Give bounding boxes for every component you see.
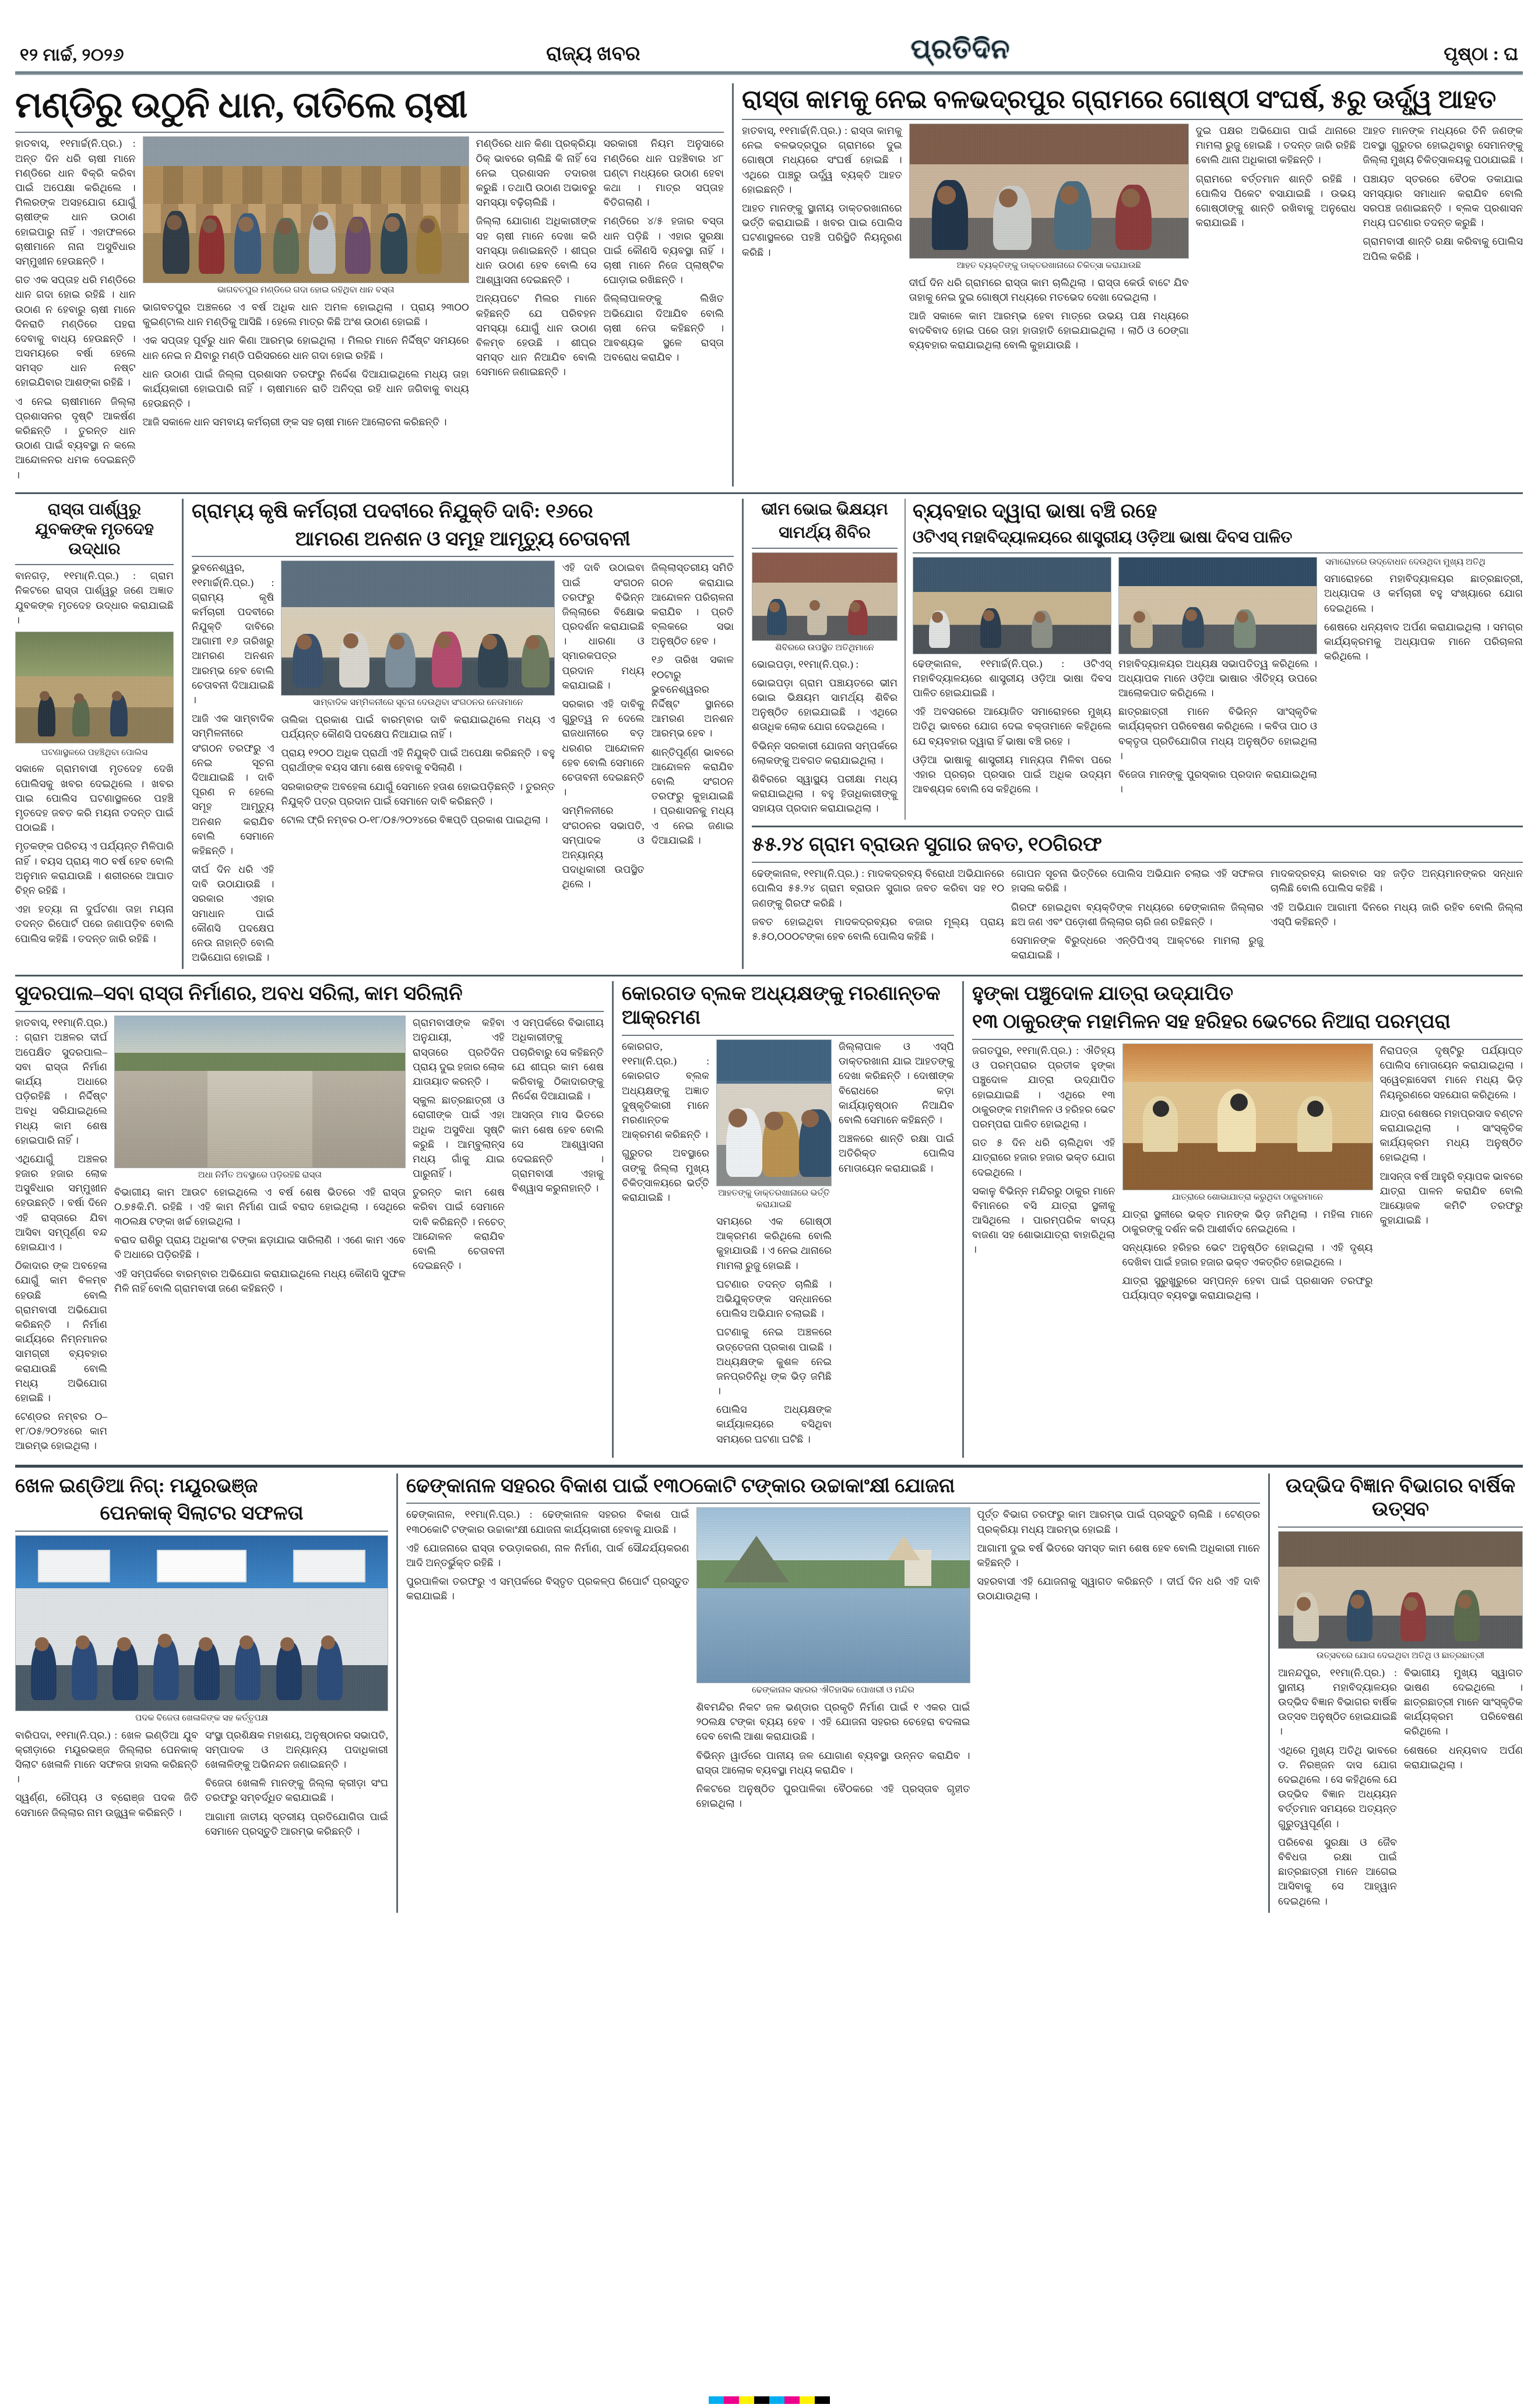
paragraph: ପୁରପାଳିକା ତରଫରୁ ଏ ସମ୍ପର୍କରେ ବିସ୍ତୃତ ପ୍ରକଳ୍ପ ରିପୋର୍ଟ ପ୍ରସ୍ତୁତ କରାଯାଇଛି । [406,1575,689,1602]
paragraph: ଗିରଫ ହୋଇଥିବା ବ୍ୟକ୍ତିଙ୍କ ମଧ୍ୟରେ ଢେଙ୍କାନାଳ ଜିଲ୍ଲାର ଛଅ ଜଣ ଏବଂ ପଡ଼ୋଶୀ ଜିଲ୍ଲାର ଚାରି ଜଣ ରହିଛନ୍ତି । [1011,901,1264,928]
paragraph: ସ୍କୁଲ ଛାତ୍ରଛାତ୍ରୀ ଓ ରୋଗୀଙ୍କ ପାଇଁ ଏହା ଅଧିକ ଅସୁବିଧା ସୃଷ୍ଟି କରୁଛି । ଆମ୍ବୁଲାନ୍ସ ମଧ୍ୟ ଗାଁକୁ ଯାଇ ପାରୁନାହିଁ । [413,1094,505,1180]
column-2-with-photo [696,1507,970,1815]
story-khelo-india [15,1473,388,1913]
photo-medal-winners [15,1535,388,1711]
photo-caption: ଆହତ ବ୍ୟକ୍ତିଙ୍କୁ ଡାକ୍ତରଖାନାରେ ଚିକିତ୍ସା କରାଯାଉଛି [956,261,1141,271]
photo-hospital-treatment [716,1039,832,1186]
headline-bhima-bhoi-1: ଭୀମ ଭୋଇ ଭିକ୍ଷୟମ [761,500,888,519]
divider [15,132,724,133]
page-number-label: ପୃଷ୍ଠା : ଘ [1444,43,1518,64]
paragraph: ସ୍ୱର୍ଣ୍ଣ, ରୌପ୍ୟ ଓ ବ୍ରୋଞ୍ଜ ପଦକ ଜିତି ସେମାନେ ଜିଲ୍ଲାର ନାମ ଉଜ୍ଜ୍ୱଳ କରିଛନ୍ତି । [15,1792,198,1818]
story-columns [622,1039,954,1451]
column-2-with-photo [909,124,1189,357]
paragraph: ଧାନ ଉଠାଣ ପାଇଁ ଜିଲ୍ଲା ପ୍ରଶାସନ ତରଫରୁ ନିର୍ଦ୍ଦେଶ ଦିଆଯାଇଥିଲେ ମଧ୍ୟ ତାହା କାର୍ଯ୍ୟକାରୀ ହୋଇପାରି ନାହିଁ । ଚାଷୀମାନେ ରାତି ଅନିଦ୍ରା ରହି ଧାନ ଜଗିବାକୁ ବାଧ୍ୟ ହେଉଛନ୍ତି । [142,368,469,410]
paragraph: ଏହି ଦାବି ଉଠାଇବା ପାଇଁ ସଂଗଠନ ତରଫରୁ ବିଭିନ୍ନ ଜିଲ୍ଲାରେ ବିକ୍ଷୋଭ ପ୍ରଦର୍ଶନ କରାଯାଇଛି । ଧାରଣା ଓ ସ୍ମାରକପତ୍ର ପ୍ରଦାନ ମଧ୍ୟ କରାଯାଇଛି । [562,562,645,691]
story-botany-annual [1278,1473,1523,1913]
paragraph: ସକାଳେ ଗ୍ରାମବାସୀ ମୃତଦେହ ଦେଖି ପୋଲିସକୁ ଖବର ଦେଇଥିଲେ । ଖବର ପାଇ ପୋଲିସ ଘଟଣାସ୍ଥଳରେ ପହଞ୍ଚି ମୃତଦେହ ଜବତ କରି ମୟନା ତଦନ୍ତ ପାଇଁ ପଠାଇଛି । [15,763,174,834]
column-1 [972,1043,1115,1307]
photo-paddy-mandi [143,136,469,283]
paragraph: ନିରାପତ୍ତା ଦୃଷ୍ଟିରୁ ପର୍ଯ୍ୟାପ୍ତ ପୋଲିସ ମୋତାୟେନ କରାଯାଇଥିଲା । ସ୍ୱେଚ୍ଛାସେବୀ ମାନେ ମଧ୍ୟ ଭିଡ଼ ନିୟନ୍ତ୍ରଣରେ ସହଯୋଗ କରିଥିଲେ । [1379,1045,1523,1101]
headline-road-construction: ସୁଦରପାଲ–ସବା ରାସ୍ତା ନିର୍ମାଣର, ଅବଧ ସରିଲା, କାମ ସରିଲାନି [15,983,463,1005]
paragraph: ଜଗତପୁର, ୧୧ମା(ନି.ପ୍ର.) : ଐତିହ୍ୟ ଓ ପରମ୍ପରାର ପ୍ରତୀକ ହୁଙ୍କା ପଞ୍ଚୁଦୋଳ ଯାତ୍ରା ଉଦ୍‌ଯାପିତ ହୋଇଯାଇଛି । ଏଥିରେ ୧୩ ଠାକୁରଙ୍କ ମହାମିଳନ ଓ ହରିହର ଭେଟ ପରମ୍ପରା ପାଳିତ ହୋଇଥିଲା । [972,1045,1115,1130]
column-1 [15,1016,107,1457]
photo-press-conference [281,560,555,696]
paragraph: ନିକଟରେ ଅନୁଷ୍ଠିତ ପୁରପାଳିକା ବୈଠକରେ ଏହି ପ୍ରସ୍ତାବ ଗୃହୀତ ହୋଇଥିଲା । [696,1782,970,1810]
paragraph: ଗ୍ରାମବାସୀ ଶାନ୍ତି ରକ୍ଷା କରିବାକୁ ପୋଲିସ ଅପିଲ କରିଛି । [1363,235,1523,262]
paragraph: ଆଗାମୀ ଜାତୀୟ ସ୍ତରୀୟ ପ୍ରତିଯୋଗିତା ପାଇଁ ସେମାନେ ପ୍ରସ୍ତୁତି ଆରମ୍ଭ କରିଛନ୍ତି । [205,1810,388,1837]
paragraph: ଘଟଣାର ତଦନ୍ତ ଚାଲିଛି । ଅଭିଯୁକ୍ତଙ୍କ ସନ୍ଧାନରେ ପୋଲିସ ଅଭିଯାନ ଚଲାଇଛି । [716,1278,832,1320]
paragraph: ବିଭାଗୀୟ କାମ ଆଉଟ ହୋଇଥିଲେ ଏ ବର୍ଷ ଶେଷ ଭିତରେ ଏହି ରାସ୍ତା ୦.୭୫କି.ମି. ରହିଛି । ଏହି କାମ ନିର୍ମାଣ ପାଇଁ ବରାଦ ହୋଇଥିଲା । ସେଥିରେ ୩୦ଲକ୍ଷ ଟଙ୍କା ଖର୍ଚ୍ଚ ହୋଇଥିଲା । [114,1186,406,1228]
column-rule [182,499,184,969]
registration-mark [724,2396,739,2404]
divider [752,862,1523,863]
headline-odia-day-2: ଓଟିଏସ୍ ମହାବିଦ୍ୟାଳୟରେ ଶାସ୍ତ୍ରୀୟ ଓଡ଼ିଆ ଭାଷା ଦିବସ ପାଳିତ [913,528,1293,547]
headline-block-chairman-attack: କୋରଗଡ ବ୍ଲକ ଅଧ୍ୟକ୍ଷଙ୍କୁ ମରଣାନ୍ତକ ଆକ୍ରମଣ [622,983,941,1029]
photo-caption: ଆହତଙ୍କୁ ଡାକ୍ତରଖାନାରେ ଭର୍ତ୍ତି କରାଯାଇଛି [718,1189,830,1210]
headline-agri-protest-2: ଆମରଣ ଅନଶନ ଓ ସମୂହ ଆମୃତ୍ୟୁ ଚେତାବନୀ [295,528,631,550]
paragraph: ଏକ ସପ୍ତାହ ପୂର୍ବରୁ ଧାନ କିଣା ଆରମ୍ଭ ହୋଇଥିଲା । ମିଲର ମାନେ ନିର୍ଦ୍ଦିଷ୍ଟ ସମୟରେ ଧାନ ନେଇ ନ ଯିବାରୁ ମଣ୍ଡି ପରିସରରେ ଧାନ ଗଦା ହୋଇ ରହିଛି । [142,334,469,361]
photo-caption: ସମାରୋହରେ ଉଦ୍‌ବୋଧନ ଦେଉଥିବା ମୁଖ୍ୟ ଅତିଥି [1325,557,1486,567]
story-columns [15,1016,604,1457]
column-4 [1363,124,1523,357]
paragraph: ବାନଗଡ଼, ୧୧ମା(ନି.ପ୍ର.) : ଗ୍ରାମ ନିକଟରେ ରାସ୍ତା ପାର୍ଶ୍ୱରୁ ଜଣେ ଅଜ୍ଞାତ ଯୁବକଙ୍କ ମୃତଦେହ ଉଦ୍ଧାର କରାଯାଇଛି । [15,570,174,626]
story-paddy-mandi [15,83,724,486]
paragraph: ଅଞ୍ଚଳରେ ଶାନ୍ତି ରକ୍ଷା ପାଇଁ ଅତିରିକ୍ତ ପୋଲିସ ମୋତାୟେନ କରାଯାଇଛି । [839,1133,954,1174]
column-3 [1380,1043,1523,1307]
story-columns [913,557,1523,801]
bottom-band [15,1473,1523,1913]
paragraph: ଗତ ୫ ଦିନ ଧରି ଚାଲିଥିବା ଏହି ଯାତ୍ରାରେ ହଜାର ହଜାର ଭକ୍ତ ଯୋଗ ଦେଇଥିଲେ । [972,1137,1115,1178]
paragraph: ଭୋଇପଡ଼ା ଗ୍ରାମ ପଞ୍ଚାୟତରେ ଭୀମ ଭୋଇ ଭିକ୍ଷୟମ ସାମର୍ଥ୍ୟ ଶିବିର ଅନୁଷ୍ଠିତ ହୋଇଯାଇଛି । ଏଥିରେ ଶତାଧିକ ଲୋକ ଯୋଗ ଦେଇଥିଲେ । [752,676,898,733]
headline-bhima-bhoi-2: ସାମର୍ଥ୍ୟ ଶିବିର [779,523,871,542]
section-divider [752,826,1523,827]
paragraph: ବିଭିନ୍ନ ସରକାରୀ ଯୋଜନା ସମ୍ପର୍କରେ ଲୋକଙ୍କୁ ଅବଗତ କରାଯାଇଥିଲା । [752,739,898,766]
registration-mark [800,2396,815,2404]
paragraph: ଏହି ସମ୍ପର୍କରେ ବାରମ୍ବାର ଅଭିଯୋଗ କରାଯାଇଥିଲେ ମଧ୍ୟ କୌଣସି ସୁଫଳ ମିଳି ନାହିଁ ବୋଲି ଗ୍ରାମବାସୀ ଜଣେ କହିଛନ୍ତି । [114,1267,406,1294]
headline-paddy-mandi: ମଣ୍ଡିରୁ ଉଠୁନି ଧାନ, ତାତିଲେ ଚାଷୀ [15,86,467,125]
registration-mark [784,2396,800,2404]
band-bhima-odia [752,499,1523,820]
paragraph: ଏ ନେଇ ଚାଷୀମାନେ ଜିଲ୍ଲା ପ୍ରଶାସନର ଦୃଷ୍ଟି ଆକର୍ଷଣ କରିଛନ୍ତି । ତୁରନ୍ତ ଧାନ ଉଠାଣ ପାଇଁ ବ୍ୟବସ୍ଥା ନ କଲେ ଆନ୍ଦୋଳନର ଧମକ ଦେଇଛନ୍ତି । [15,395,136,481]
story-columns [406,1507,1260,1815]
paragraph: ବରାଦ ରାଶିରୁ ପ୍ରାୟ ଅଧିକାଂଶ ଟଙ୍କା ଛଡ଼ାଯାଇ ସାରିଲାଣି । ଏଣେ କାମ ଏବେ ବି ଅଧାରେ ପଡ଼ିରହିଛି । [114,1234,406,1261]
story-road-construction [15,981,604,1457]
paragraph: ଭୁବନେଶ୍ୱର, ୧୧ମାର୍ଚ୍ଚ(ନି.ପ୍ର.) : ଗ୍ରାମ୍ୟ କୃଷି କର୍ମଚାରୀ ପଦବୀରେ ନିଯୁକ୍ତି ଦାବିରେ ଆଗାମୀ ୧୬ ତାରିଖରୁ ଆମରଣ ଅନଶନ ଆରମ୍ଭ ହେବ ବୋଲି ଚେତାବନୀ ଦିଆଯାଇଛି । [192,562,274,706]
paragraph: ଶାନ୍ତିପୂର୍ଣ୍ଣ ଭାବରେ ଆନ୍ଦୋଳନ କରାଯିବ ବୋଲି ସଂଗଠନ ତରଫରୁ କୁହାଯାଇଛି । ପ୍ରଶାସନକୁ ମଧ୍ୟ ଏ ନେଇ ଜଣାଇ ଦିଆଯାଇଛି । [651,746,734,846]
column-rule [742,499,744,969]
registration-mark [769,2396,784,2404]
issue-date: ୧୨ ମାର୍ଚ୍ଚ, ୨୦୨୬ [20,45,124,65]
photo-caption: ଅଧା ନିର୍ମିତ ଅବସ୍ଥାରେ ପଡ଼ିରହିଛି ରାସ୍ତା [198,1170,322,1180]
story-columns [972,1043,1523,1307]
paragraph: ଜବତ ହୋଇଥିବା ମାଦକଦ୍ରବ୍ୟର ବଜାର ମୂଲ୍ୟ ପ୍ରାୟ ୫.୫୦,୦୦୦ଟଙ୍କା ହେବ ବୋଲି ପୋଲିସ କହିଛି । [752,915,1004,942]
column-1 [742,124,902,357]
masthead [15,20,1523,68]
paragraph: ପୋଲିସ ଅଧ୍ୟକ୍ଷଙ୍କ କାର୍ଯ୍ୟାଳୟରେ ବସିଥିବା ସମୟରେ ଘଟଣା ଘଟିଛି । [716,1404,832,1445]
paragraph: ତାଲିକା ପ୍ରକାଶ ପାଇଁ ବାରମ୍ବାର ଦାବି କରାଯାଇଥିଲେ ମଧ୍ୟ ଏ ପର୍ଯ୍ୟନ୍ତ କୌଣସି ପଦକ୍ଷେପ ନିଆଯାଇ ନାହିଁ । [281,713,555,741]
paragraph: ଆହତ ମାନଙ୍କୁ ସ୍ଥାନୀୟ ଡାକ୍ତରଖାନାରେ ଭର୍ତ୍ତି କରାଯାଇଛି । ଖବର ପାଇ ପୋଲିସ ଘଟଣାସ୍ଥଳରେ ପହଞ୍ଚି ପରିସ୍ଥିତି ନିୟନ୍ତ୍ରଣ କରିଛି । [742,202,902,258]
second-band [15,499,1523,969]
column-4 [652,560,734,969]
paragraph: ଯାତ୍ରା ସୁରୁଖୁରୁରେ ସମ୍ପନ୍ନ ହେବା ପାଇଁ ପ୍ରଶାସନ ତରଫରୁ ପର୍ଯ୍ୟାପ୍ତ ବ୍ୟବସ୍ଥା କରାଯାଇଥିଲା । [1122,1275,1373,1302]
story-columns [742,124,1523,357]
paragraph: ଆନନ୍ଦପୁର, ୧୧ମା(ନି.ପ୍ର.) : ସ୍ଥାନୀୟ ମହାବିଦ୍ୟାଳୟର ଉଦ୍ଭିଦ ବିଜ୍ଞାନ ବିଭାଗର ବାର୍ଷିକ ଉତ୍ସବ ଅନୁଷ୍ଠିତ ହୋଇଯାଇଛି । [1278,1666,1397,1737]
divider [15,564,174,565]
photo-caption: ଘଟଣାସ୍ଥଳରେ ପହଞ୍ଚିଥିବା ପୋଲିସ [41,748,148,757]
divider [192,556,734,557]
column-rule [732,83,734,486]
paragraph: ସମ୍ମିଳନୀରେ ସଂଗଠନର ସଭାପତି, ସମ୍ପାଦକ ଓ ଅନ୍ୟାନ୍ୟ ପଦାଧିକାରୀ ଉପସ୍ଥିତ ଥିଲେ । [562,805,645,890]
paragraph: ଗୋପନ ସୂଚନା ଭିତ୍ତିରେ ପୋଲିସ ଅଭିଯାନ ଚଲାଇ ଏହି ସଫଳତା ହାସଲ କରିଛି । [1011,868,1264,894]
photo-caption: ଯାତ୍ରାରେ ଶୋଭାଯାତ୍ରା କରୁଥିବା ଠାକୁରମାନେ [1171,1193,1324,1202]
column-1 [406,1507,689,1815]
section-divider [15,492,1523,494]
paragraph: ଏଥିଯୋଗୁଁ ଅଞ୍ଚଳର ହଜାର ହଜାର ଲୋକ ଅସୁବିଧାର ସମ୍ମୁଖୀନ ହେଉଛନ୍ତି । ବର୍ଷା ଦିନେ ଏହି ରାସ୍ତାରେ ଯିବା ଆସିବା ସମ୍ପୂର୍ଣ୍ଣ ବନ୍ଦ ହୋଇଯାଏ । [15,1152,107,1253]
paragraph: ଶିବିରରେ ସ୍ୱାସ୍ଥ୍ୟ ପରୀକ୍ଷା ମଧ୍ୟ କରାଯାଇଥିଲା । ବହୁ ହିତାଧିକାରୀଙ୍କୁ ସହାୟତା ପ୍ରଦାନ କରାଯାଇଥିଲା । [752,773,898,815]
paragraph: ଗତ ଏକ ସପ୍ତାହ ଧରି ମଣ୍ଡିରେ ଧାନ ଗଦା ହୋଇ ରହିଛି । ଧାନ ଉଠାଣ ନ ହେବାରୁ ଚାଷୀ ମାନେ ଦିନରାତି ମଣ୍ଡିରେ ପହରା ଦେବାକୁ ବାଧ୍ୟ ହେଉଛନ୍ତି । ଅସମୟରେ ବର୍ଷା ହେଲେ ସମସ୍ତ ଧାନ ନଷ୍ଟ ହୋଇଯିବାର ଆଶଙ୍କା ରହିଛି । [15,274,136,389]
paragraph: ହାତବାସ୍, ୧୧ମାର୍ଚ୍ଚ(ନି.ପ୍ର.) : ଅନ୍ତ ଦିନ ଧରି ଚାଷୀ ମାନେ ମଣ୍ଡିରେ ଧାନ ବିକ୍ରି କରିବା ପାଇଁ ଅପେକ୍ଷା କରିଥିଲେ । ମିଲରଙ୍କ ଅସହଯୋଗ ଯୋଗୁଁ ଚାଷୀଙ୍କ ଧାନ ଉଠାଣ ହୋଇପାରୁ ନାହିଁ । ଏହାଫଳରେ ଚାଷୀମାନେ ନାନା ଅସୁବିଧାର ସମ୍ମୁଖୀନ ହେଉଛନ୍ତି । [15,138,136,267]
story-columns [192,560,734,969]
headline-dhenkanal-development: ଢେଙ୍କାନାଳ ସହରର ବିକାଶ ପାଇଁ ୧୩୦କୋଟି ଟଙ୍କାର ଉଚ୍ଚାକାଂକ୍ଷୀ ଯୋଜନା [406,1475,955,1497]
photo-caption: ସାମ୍ବାଦିକ ସମ୍ମିଳନୀରେ ସୂଚନା ଦେଉଥିବା ସଂଗଠନର ନେତାମାନେ [313,698,523,708]
story-odia-language-day [913,499,1523,820]
column-2-with-photo [114,1016,406,1457]
column-3 [1324,557,1523,801]
divider [913,552,1523,553]
masthead-rule [15,71,1523,75]
column-2 [1404,1666,1523,1913]
paragraph: ସରକାର ଏହି ଦାବିକୁ ଗୁରୁତ୍ୱ ନ ଦେଲେ ରାଜଧାନୀରେ ବଡ଼ ଧରଣର ଆନ୍ଦୋଳନ ହେବ ବୋଲି ସେମାନେ ଚେତାବନୀ ଦେଇଛନ୍ତି । [562,698,645,798]
column-rule [905,499,906,820]
photo-caption: ପଦକ ବିଜେତା ଖେଳାଳିଙ୍କ ସହ କର୍ତ୍ତୃପକ୍ଷ [135,1714,268,1723]
column-3 [1196,124,1356,357]
divider [406,1503,1260,1504]
photo-odia-day-audience [1118,557,1317,654]
paragraph: ପଞ୍ଚାୟତ ସ୍ତରରେ ବୈଠକ ଡକାଯାଇ ସମସ୍ୟାର ସମାଧାନ କରାଯିବ ବୋଲି ସରପଞ୍ଚ ଜଣାଇଛନ୍ତି । ବ୍ଲକ ପ୍ରଶାସନ ମଧ୍ୟ ଘଟଣାର ତଦନ୍ତ କରୁଛି । [1363,172,1523,229]
paragraph: ଠିକାଦାର ଙ୍କ ଅବହେଳା ଯୋଗୁଁ କାମ ବିଳମ୍ବ ହେଉଛି ବୋଲି ଗ୍ରାମବାସୀ ଅଭିଯୋଗ କରିଛନ୍ତି । ନିର୍ମାଣ କାର୍ଯ୍ୟରେ ନିମ୍ନମାନର ସାମଗ୍ରୀ ବ୍ୟବହାର କରାଯାଉଛି ବୋଲି ମଧ୍ୟ ଅଭିଯୋଗ ହୋଇଛି । [15,1260,107,1404]
headline-khelo-india-1: ଖେଳ ଇଣ୍ଡିଆ ନିଗ୍: ମୟୂରଭଞ୍ଜ [15,1475,258,1497]
paragraph: ଅନ୍ୟପଟେ ମିଲର ମାନେ କହିଛନ୍ତି ଯେ ପରିବହନ ସମସ୍ୟା ଯୋଗୁଁ ଧାନ ଉଠାଣ ବିଳମ୍ବ ହେଉଛି । ଶୀଘ୍ର ସମସ୍ତ ଧାନ ନିଆଯିବ ବୋଲି ସେମାନେ ଜଣାଇଛନ୍ତି । [476,292,597,378]
story-village-clash [742,83,1523,486]
story-columns [1278,1666,1523,1913]
story-dhenkanal-development [406,1473,1260,1913]
headline-odia-day-1: ବ୍ୟବହାର ଦ୍ୱାରା ଭାଷା ବଞ୍ଚି ରହେ [913,500,1157,522]
paragraph: ଆସନ୍ତା ବର୍ଷ ଆହୁରି ବ୍ୟାପକ ଭାବରେ ଯାତ୍ରା ପାଳନ କରାଯିବ ବୋଲି ଆୟୋଜକ କମିଟି ତରଫରୁ କୁହାଯାଇଛି । [1379,1170,1523,1226]
paragraph: ପୂର୍ତ୍ତ ବିଭାଗ ତରଫରୁ କାମ ଆରମ୍ଭ ପାଇଁ ପ୍ରସ୍ତୁତି ଚାଲିଛି । ଟେଣ୍ଡର ପ୍ରକ୍ରିୟା ମଧ୍ୟ ଆରମ୍ଭ ହୋଇଛି । [977,1508,1260,1535]
paragraph: ଛାତ୍ରଛାତ୍ରୀ ମାନେ ବିଭିନ୍ନ ସାଂସ୍କୃତିକ କାର୍ଯ୍ୟକ୍ରମ ପରିବେଷଣ କରିଥିଲେ । କବିତା ପାଠ ଓ ବକ୍ତୃତା ପ୍ରତିଯୋଗିତା ମଧ୍ୟ ଅନୁଷ୍ଠିତ ହୋଇଥିଲା । [1118,706,1317,761]
column-rule [396,1473,398,1913]
paragraph: ଯାତ୍ରା ସ୍ଥଳୀରେ ଭକ୍ତ ମାନଙ୍କ ଭିଡ଼ ଜମିଥିଲା । ମହିଳା ମାନେ ଠାକୁରଙ୍କୁ ଦର୍ଶନ କରି ଆଶୀର୍ବାଦ ନେଇଥିଲେ । [1122,1208,1373,1235]
paragraph: ବିଜେତା ମାନଙ୍କୁ ପୁରସ୍କାର ପ୍ରଦାନ କରାଯାଇଥିଲା । [1118,768,1317,795]
column-1 [15,1728,198,1843]
paragraph: ସରକାରଙ୍କ ଅବହେଳା ଯୋଗୁଁ ସେମାନେ ହତାଶ ହୋଇପଡ଼ିଛନ୍ତି । ତୁରନ୍ତ ନିଯୁକ୍ତି ପତ୍ର ପ୍ରଦାନ ପାଇଁ ସେମାନେ ଦାବି କରିଛନ୍ତି । [281,780,555,807]
column-rule [962,981,964,1457]
headline-brown-sugar: ୫୫.୨୪ ଗ୍ରାମ ବ୍ରାଉନ ସୁଗାର ଜବତ, ୧୦ଗିରଫ [752,834,1102,856]
photo-roadside-scene [15,632,174,743]
headline-hunka-yatra-1: ହୁଙ୍କା ପଞ୍ଚୁଦୋଳ ଯାତ୍ରା ଉଦ୍‌ଯାପିତ [972,983,1234,1005]
divider [752,548,898,549]
paragraph: ଆହତ ମାନଙ୍କ ମଧ୍ୟରେ ତିନି ଜଣଙ୍କ ଅବସ୍ଥା ଗୁରୁତର ହୋଇଥିବାରୁ ସେମାନଙ୍କୁ ଜିଲ୍ଲା ମୁଖ୍ୟ ଚିକିତ୍ସାଳୟକୁ ପଠାଯାଇଛି । [1363,125,1523,166]
paragraph: ଆଜି ସକାଳେ କାମ ଆରମ୍ଭ ହେବା ମାତ୍ରେ ଉଭୟ ପକ୍ଷ ମଧ୍ୟରେ ବାଦବିବାଦ ହୋଇ ପରେ ତାହା ହାତାହାତି ହୋଇଯାଇଥିଲା । ଲାଠି ଓ ଠେଙ୍ଗା ବ୍ୟବହାର କରାଯାଇଥିଲା ବୋଲି କୁହାଯାଉଛି । [909,309,1189,351]
paragraph: ପରିବେଶ ସୁରକ୍ଷା ଓ ଜୈବ ବିବିଧତା ରକ୍ଷା ପାଇଁ ଛାତ୍ରଛାତ୍ରୀ ମାନେ ଆଗେଇ ଆସିବାକୁ ସେ ଆହ୍ୱାନ ଦେଇଥିଲେ । [1278,1836,1397,1907]
photo-caption: ଶିବିରରେ ଉପସ୍ଥିତ ଅତିଥିମାନେ [775,643,874,653]
headline-hunka-yatra-2: ୧୩ ଠାକୁରଙ୍କ ମହାମିଳନ ସହ ହରିହର ଭେଟରେ ନିଆରା ପରମ୍ପରା [972,1011,1451,1033]
paragraph: ଢେଙ୍କାନାଳ, ୧୧ମା(ନି.ପ୍ର.) : ଢେଙ୍କାନାଳ ସହରର ବିକାଶ ପାଇଁ ୧୩୦କୋଟି ଟଙ୍କାର ଉଚ୍ଚାକାଂକ୍ଷୀ ଯୋଜନା କାର୍ଯ୍ୟକାରୀ ହେବାକୁ ଯାଉଛି । [406,1508,689,1535]
paragraph: ମାଦକଦ୍ରବ୍ୟ କାରବାର ସହ ଜଡ଼ିତ ଅନ୍ୟମାନଙ୍କର ସନ୍ଧାନ ଚାଲିଛି ବୋଲି ପୋଲିସ କହିଛି । [1270,868,1523,894]
paragraph: ଜିଲ୍ଲାପାଳ ଓ ଏସ୍‌ପି ଡାକ୍ତରଖାନା ଯାଇ ଆହତଙ୍କୁ ଦେଖା କରିଛନ୍ତି । ଦୋଷୀଙ୍କ ବିରୋଧରେ କଡ଼ା କାର୍ଯ୍ୟାନୁଷ୍ଠାନ ନିଆଯିବ ବୋଲି ସେମାନେ କହିଛନ୍ତି । [839,1041,954,1126]
paragraph: ଢେଙ୍କାନାଳ, ୧୧ମାର୍ଚ୍ଚ(ନି.ପ୍ର.) : ଓଟିଏସ୍ ମହାବିଦ୍ୟାଳୟରେ ଶାସ୍ତ୍ରୀୟ ଓଡ଼ିଆ ଭାଷା ଦିବସ ପାଳିତ ହୋଇଯାଇଛି । [913,657,1111,699]
paragraph: ତୁରନ୍ତ କାମ ଶେଷ କରିବା ପାଇଁ ସେମାନେ ଦାବି କରିଛନ୍ତି । ନଚେତ୍ ଆନ୍ଦୋଳନ କରାଯିବ ବୋଲି ଚେତାବନୀ ଦେଇଛନ୍ତି । [413,1186,505,1272]
paragraph: ଶିବମନ୍ଦିର ନିକଟ ଜଳ ଭଣ୍ଡାର ପ୍ରକୃତି ନିର୍ମାଣ ପାଇଁ ୧ ଏକର ପାଇଁ ୨୦ଲକ୍ଷ ଟଙ୍କା ବ୍ୟୟ ହେବ । ଏହି ଯୋଜନା ସହରର ଚେହେରା ବଦଳାଇ ଦେବ ବୋଲି ଆଶା କରାଯାଉଛି । [696,1701,970,1743]
registration-marks [0,2395,1538,2405]
story-block-chairman-attack [622,981,954,1457]
column-1 [622,1039,709,1451]
paragraph: ଟେଣ୍ଡର ନମ୍ବର ୦–୧୮/୦୫/୨୦୨୪ରେ କାମ ଆରମ୍ଭ ହୋଇଥିଲା । [15,1411,107,1452]
paragraph: ଜିଲ୍ଲାସ୍ତରୀୟ ସମିତି ଗଠନ କରାଯାଇ ଆନ୍ଦୋଳନ ପରିଚାଳନା କରାଯିବ । ପ୍ରତି ବ୍ଲକରେ ସଭା ଅନୁଷ୍ଠିତ ହେବ । [651,562,734,647]
paragraph: ଏଥିରେ ମୁଖ୍ୟ ଅତିଥି ଭାବରେ ଡ. ନିରଞ୍ଜନ ଦାସ ଯୋଗ ଦେଇଥିଲେ । ସେ କହିଥିଲେ ଯେ ଉଦ୍ଭିଦ ବିଜ୍ଞାନ ଅଧ୍ୟୟନ ବର୍ତ୍ତମାନ ସମୟରେ ଅତ୍ୟନ୍ତ ଗୁରୁତ୍ୱପୂର୍ଣ୍ଣ । [1278,1744,1397,1829]
story-youth-body [15,499,174,969]
paragraph: ସରକାରୀ ନିୟମ ଅନୁସାରେ ମଣ୍ଡିରେ ଧାନ ପହଞ୍ଚିବାର ୪୮ ଘଣ୍ଟା ମଧ୍ୟରେ ଉଠାଣ ହେବା କଥା । ମାତ୍ର ସପ୍ତାହ ବିତିଗଲାଣି । [603,138,724,209]
paragraph: ଦୀର୍ଘ ଦିନ ଧରି ଗ୍ରାମରେ ରାସ୍ତା କାମ ଚାଲିଥିଲା । ରାସ୍ତା କେଉଁ ବାଟେ ଯିବ ତାହାକୁ ନେଇ ଦୁଇ ଗୋଷ୍ଠୀ ମଧ୍ୟରେ ମତଭେଦ ଦେଖା ଦେଇଥିଲା । [909,276,1189,303]
paragraph: ଓଡ଼ିଆ ଭାଷାକୁ ଶାସ୍ତ୍ରୀୟ ମାନ୍ୟତା ମିଳିବା ପରେ ଏହାର ପ୍ରଚାର ପ୍ରସାର ପାଇଁ ଅଧିକ ଉଦ୍ୟମ ଆବଶ୍ୟକ ବୋଲି ସେ କହିଥିଲେ । [913,753,1111,795]
photo-odia-day-dais [913,557,1111,654]
paragraph: ଟୋଲ ଫ୍ରି ନମ୍ବର ୦-୧୮/୦୫/୨୦୨୪ରେ ବିଜ୍ଞପ୍ତି ପ୍ରକାଶ ପାଇଥିଲା । [281,813,548,826]
paragraph: ଦୁଇ ପକ୍ଷର ଅଭିଯୋଗ ପାଇଁ ଥାନାରେ ମାମଲା ରୁଜୁ ହୋଇଛି । ତଦନ୍ତ ଜାରି ରହିଛି ବୋଲି ଥାନା ଅଧିକାରୀ କହିଛନ୍ତି । [1195,125,1356,166]
paragraph: ହାତବାସ୍, ୧୧ମାର୍ଚ୍ଚ(ନି.ପ୍ର.) : ରାସ୍ତା କାମକୁ ନେଇ ବଳଭଦ୍ରପୁର ଗ୍ରାମରେ ଦୁଇ ଗୋଷ୍ଠୀ ମଧ୍ୟରେ ସଂଘର୍ଷ ହୋଇଛି । ଏଥିରେ ପାଞ୍ଚରୁ ଊର୍ଦ୍ଧ୍ୱ ବ୍ୟକ୍ତି ଆହତ ହୋଇଛନ୍ତି । [742,125,902,195]
story-columns [15,1728,388,1843]
column-4 [512,1016,604,1457]
paragraph: ଭୋଇପଡ଼ା, ୧୧ମା(ନି.ପ୍ର.) : [752,658,859,670]
divider [742,119,1523,120]
paragraph: ଦୀର୍ଘ ଦିନ ଧରି ଏହି ଦାବି ଉଠାଯାଉଛି । ସରକାର ଏହାର ସମାଧାନ ପାଇଁ କୌଣସି ପଦକ୍ଷେପ ନେଉ ନାହାନ୍ତି ବୋଲି ଅଭିଯୋଗ ହୋଇଛି । [192,863,274,964]
photo-lake-temple [696,1507,970,1683]
photo-bhima-camp [752,552,898,641]
paragraph: ଏହି ଅଭିଯାନ ଆଗାମୀ ଦିନରେ ମଧ୍ୟ ଜାରି ରହିବ ବୋଲି ଜିଲ୍ଲା ଏସ୍‌ପି କହିଛନ୍ତି । [1270,901,1523,928]
column-2 [1011,866,1264,967]
column-2-with-photo [281,560,555,969]
photo-botany-event [1278,1531,1523,1649]
section-title: ରାଜ୍ୟ ଖବର [546,43,640,65]
section-divider [15,1465,1523,1468]
column-1 [192,560,274,969]
paragraph: ଗ୍ରାମବାସୀଙ୍କ କହିବା ଅନୁଯାୟୀ, ଏହି ରାସ୍ତାରେ ପ୍ରତିଦିନ ପ୍ରାୟ ଦୁଇ ହଜାର ଲୋକ ଯାତାୟାତ କରନ୍ତି । [413,1017,505,1087]
column-3 [413,1016,505,1457]
paragraph: ସହରବାସୀ ଏହି ଯୋଜନାକୁ ସ୍ୱାଗତ କରିଛନ୍ତି । ଦୀର୍ଘ ଦିନ ଧରି ଏହି ଦାବି ଉଠାଯାଉଥିଲା । [977,1575,1260,1602]
divider [622,1035,954,1036]
paragraph: ମୃତକଙ୍କ ପରିଚୟ ଏ ପର୍ଯ୍ୟନ୍ତ ମିଳିପାରି ନାହିଁ । ବୟସ ପ୍ରାୟ ୩୦ ବର୍ଷ ହେବ ବୋଲି ଅନୁମାନ କରାଯାଉଛି । ଶରୀରରେ ଆଘାତ ଚିହ୍ନ ରହିଛି । [15,840,174,896]
paragraph: ଜିଲ୍ଲାପାଳଙ୍କୁ ଲିଖିତ ଅଭିଯୋଗ ଦିଆଯିବ ବୋଲି ଚାଷୀ ନେତା କହିଛନ୍ତି । ଆବଶ୍ୟକ ସ୍ଥଳେ ରାସ୍ତା ଅବରୋଧ କରାଯିବ । [603,292,724,364]
divider [972,1039,1523,1040]
column-3 [839,1039,954,1451]
story-brown-sugar [752,832,1523,967]
story-bhima-bhoi [752,499,898,820]
column-3 [476,136,597,486]
paragraph: ଏ ସମ୍ପର୍କରେ ବିଭାଗୀୟ ଅଧିକାରୀଙ୍କୁ ପଚାରିବାରୁ ସେ କହିଛନ୍ତି ଯେ ଶୀଘ୍ର କାମ ଶେଷ କରିବାକୁ ଠିକାଦାରଙ୍କୁ ନିର୍ଦ୍ଦେଶ ଦିଆଯାଇଛି । [512,1017,604,1102]
third-band [15,981,1523,1457]
paragraph: ଆଜି ସକାଳେ ଧାନ ସମବାୟ କର୍ମଚାରୀ ଙ୍କ ସହ ଚାଷୀ ମାନେ ଆଲୋଚନା କରିଛନ୍ତି । [142,416,447,428]
paragraph: ମହାବିଦ୍ୟାଳୟର ଅଧ୍ୟକ୍ଷ ସଭାପତିତ୍ୱ କରିଥିଲେ । ଅଧ୍ୟାପକ ମାନେ ଓଡ଼ିଆ ଭାଷାର ଐତିହ୍ୟ ଉପରେ ଆଲୋକପାତ କରିଥିଲେ । [1118,657,1317,699]
paragraph: ସମୟରେ ଏକ ଗୋଷ୍ଠୀ ଆକ୍ରମଣ କରିଥିଲେ ବୋଲି କୁହାଯାଉଛି । ଏ ନେଇ ଥାନାରେ ମାମଲା ରୁଜୁ ହୋଇଛି । [716,1215,832,1271]
column-rule [612,981,614,1457]
paragraph: ଆଜି ଏକ ସାମ୍ବାଦିକ ସମ୍ମିଳନୀରେ ସଂଗଠନ ତରଫରୁ ଏ ନେଇ ସୂଚନା ଦିଆଯାଇଛି । ଦାବି ପୂରଣ ନ ହେଲେ ସମୂହ ଆମୃତ୍ୟୁ ଅନଶନ କରାଯିବ ବୋଲି ସେମାନେ କହିଛନ୍ତି । [192,713,274,856]
registration-mark [709,2396,724,2404]
paragraph: ଜିଲ୍ଲା ଯୋଗାଣ ଅଧିକାରୀଙ୍କ ସହ ଚାଷୀ ମାନେ ଦେଖା କରି ସମସ୍ୟା ଜଣାଇଛନ୍ତି । ଶୀଘ୍ର ଧାନ ଉଠାଣ ହେବ ବୋଲି ସେ ଆଶ୍ୱାସନା ଦେଇଛନ୍ତି । [476,215,597,286]
paragraph: ଶେଷରେ ଧନ୍ୟବାଦ ଅର୍ପଣ କରାଯାଇଥିଲା । ସମଗ୍ର କାର୍ଯ୍ୟକ୍ରମକୁ ଅଧ୍ୟାପକ ମାନେ ପରିଚାଳନା କରିଥିଲେ । [1324,620,1523,662]
right-stack [752,499,1523,969]
paragraph: ଭାଗବତପୁର ଅଞ୍ଚଳରେ ଏ ବର୍ଷ ଅଧିକ ଧାନ ଅମଳ ହୋଇଥିଲା । ପ୍ରାୟ ୨୩୦୦ କୁଇଣ୍ଟାଲ ଧାନ ମଣ୍ଡିକୁ ଆସିଛି । ହେଲେ ମାତ୍ର କିଛି ଅଂଶ ଉଠାଣ ହୋଇଛି । [142,301,469,328]
paragraph: ମଣ୍ଡିରେ ୪/୫ ହଜାର ବସ୍ତା ଧାନ ପଡ଼ିଛି । ଏହାର ସୁରକ୍ଷା ପାଇଁ କୌଣସି ବ୍ୟବସ୍ଥା ନାହିଁ । ଚାଷୀ ମାନେ ନିଜେ ପ୍ଲାଷ୍ଟିକ ଘୋଡ଼ାଇ ରଖିଛନ୍ତି । [603,215,724,286]
photo-caption: ଉତ୍ସବରେ ଯୋଗ ଦେଇଥିବା ଅତିଥି ଓ ଛାତ୍ରଛାତ୍ରୀ [1317,1651,1484,1661]
divider [15,1011,604,1012]
paragraph: ଏହି ଯୋଜନାରେ ରାସ୍ତା ଚଉଡ଼ାକରଣ, ନାଳ ନିର୍ମାଣ, ପାର୍କ ସୌନ୍ଦର୍ଯ୍ୟକରଣ ଆଦି ଅନ୍ତର୍ଭୁକ୍ତ ରହିଛି । [406,1542,689,1568]
column-3 [977,1507,1261,1815]
column-1 [752,866,1004,967]
column-3 [1270,866,1523,967]
headline-botany-annual: ଉଦ୍ଭିଦ ବିଜ୍ଞାନ ବିଭାଗର ବାର୍ଷିକ ଉତ୍ସବ [1285,1475,1516,1521]
publication-logo: ପ୍ରତିଦିନ [910,34,1011,64]
headline-agri-protest-1: ଗ୍ରାମ୍ୟ କୃଷି କର୍ମଚାରୀ ପଦବୀରେ ନିଯୁକ୍ତି ଦାବି: ୧୬ରେ [192,500,593,522]
paragraph: ସମାରୋହରେ ମହାବିଦ୍ୟାଳୟର ଛାତ୍ରଛାତ୍ରୀ, ଅଧ୍ୟାପକ ଓ କର୍ମଚାରୀ ବହୁ ସଂଖ୍ୟାରେ ଯୋଗ ଦେଇଥିଲେ । [1324,573,1523,614]
paragraph: ସକାଳୁ ବିଭିନ୍ନ ମନ୍ଦିରରୁ ଠାକୁର ମାନେ ବିମାନରେ ବସି ଯାତ୍ରା ସ୍ଥଳୀକୁ ଆସିଥିଲେ । ପାରମ୍ପରିକ ବାଦ୍ୟ ବାଜଣା ସହ ଶୋଭାଯାତ୍ରା ବାହାରିଥିଲା । [972,1184,1115,1256]
paragraph: ବିଭିନ୍ନ ୱାର୍ଡରେ ପାନୀୟ ଜଳ ଯୋଗାଣ ବ୍ୟବସ୍ଥା ଉନ୍ନତ କରାଯିବ । ରାସ୍ତା ଆଲୋକ ବ୍ୟବସ୍ଥା ମଧ୍ୟ କରାଯିବ । [696,1749,970,1776]
paragraph: ଢେଙ୍କାନାଳ, ୧୧ମା(ନି.ପ୍ର.) : ମାଦକଦ୍ରବ୍ୟ ବିରୋଧୀ ଅଭିଯାନରେ ପୋଲିସ ୫୫.୨୪ ଗ୍ରାମ ବ୍ରାଉନ ସୁଗାର ଜବତ କରିବା ସହ ୧୦ ଜଣଙ୍କୁ ଗିରଫ କରିଛି । [752,868,1004,909]
photo-caption: ଢେଙ୍କାନାଳ ସହରର ଐତିହାସିକ ପୋଖରୀ ଓ ମନ୍ଦିର [752,1686,914,1695]
divider [1278,1526,1523,1528]
paragraph: ସେମାନଙ୍କ ବିରୁଦ୍ଧରେ ଏନ୍‌ଡିପିଏସ୍ ଆକ୍ଟରେ ମାମଲା ରୁଜୁ କରାଯାଇଛି । [1011,934,1264,961]
column-3 [562,560,644,969]
section-divider [15,975,1523,976]
paragraph: ୧୬ ତାରିଖ ସକାଳ ୧୦ଟାରୁ ଭୁବନେଶ୍ୱରର ନିର୍ଦ୍ଦିଷ୍ଟ ସ୍ଥାନରେ ଆମରଣ ଅନଶନ ଆରମ୍ଭ ହେବ । [651,654,734,739]
photo-unfinished-road [114,1016,406,1168]
paragraph: ବିଜେତା ଖେଳାଳି ମାନଙ୍କୁ ଜିଲ୍ଲା କ୍ରୀଡ଼ା ସଂଘ ତରଫରୁ ସମ୍ବର୍ଦ୍ଧିତ କରାଯାଇଛି । [205,1777,388,1804]
paragraph: ଆସନ୍ତା ମାସ ଭିତରେ କାମ ଶେଷ ହେବ ବୋଲି ସେ ଆଶ୍ୱାସନା ଦେଇଛନ୍ତି । ଗ୍ରାମବାସୀ ଏହାକୁ ବିଶ୍ୱାସ କରୁନାହାନ୍ତି । [512,1109,604,1194]
story-agri-protest [192,499,734,969]
story-columns [752,866,1523,967]
paragraph: ଏହି ଅବସରରେ ଆୟୋଜିତ ସମାରୋହରେ ମୁଖ୍ୟ ଅତିଥି ଭାବରେ ଯୋଗ ଦେଇ ବକ୍ତାମାନେ କହିଥିଲେ ଯେ ବ୍ୟବହାର ଦ୍ୱାରା ହିଁ ଭାଷା ବଞ୍ଚି ରହେ । [913,706,1111,747]
photo-temple-deities [1122,1043,1373,1190]
column-1 [913,557,1111,801]
paragraph: ବିଭାଗୀୟ ମୁଖ୍ୟ ସ୍ୱାଗତ ଭାଷଣ ଦେଇଥିଲେ । ଛାତ୍ରଛାତ୍ରୀ ମାନେ ସାଂସ୍କୃତିକ କାର୍ଯ୍ୟକ୍ରମ ପରିବେଷଣ କରିଥିଲେ । [1404,1666,1523,1737]
paragraph: ମଣ୍ଡିରେ ଧାନ କିଣା ପ୍ରକ୍ରିୟା ଠିକ୍ ଭାବରେ ଚାଲିଛି କି ନାହିଁ ସେ ନେଇ ପ୍ରଶାସନ ତଦାରଖ କରୁଛି । ତଥାପି ଉଠାଣ ଅଭାବରୁ ସମସ୍ୟା ବଢ଼ିଚାଲିଛି । [476,138,597,209]
headline-village-clash: ରାସ୍ତା କାମକୁ ନେଇ ବଳଭଦ୍ରପୁର ଗ୍ରାମରେ ଗୋଷ୍ଠୀ ସଂଘର୍ଷ, ୫ରୁ ଊର୍ଦ୍ଧ୍ୱ ଆହତ [742,85,1497,114]
column-rule [1268,1473,1270,1913]
column-2 [1118,557,1317,801]
paragraph: କୋରଗଡ, ୧୧ମା(ନି.ପ୍ର.) : କୋରଗଡ ବ୍ଲକ ଅଧ୍ୟକ୍ଷଙ୍କୁ ଅଜ୍ଞାତ ଦୁଷ୍କୃତିକାରୀ ମାନେ ମରଣାନ୍ତକ ଆକ୍ରମଣ କରିଛନ୍ତି । [622,1041,709,1141]
paragraph: ବାରିପଦା, ୧୧ମା(ନି.ପ୍ର.) : ଖେଳ ଇଣ୍ଡିଆ ଯୁବ କ୍ରୀଡ଼ାରେ ମୟୂରଭଞ୍ଜ ଜିଲ୍ଲାର ପେନକାକ୍ ସିଲାଟ ଖେଳାଳି ମାନେ ସଫଳତା ହାସଲ କରିଛନ୍ତି । [15,1729,198,1785]
story-columns [15,136,724,486]
column-1 [15,136,136,486]
registration-mark [815,2396,830,2404]
paragraph: ଆଗାମୀ ଦୁଇ ବର୍ଷ ଭିତରେ ସମସ୍ତ କାମ ଶେଷ ହେବ ବୋଲି ଅଧିକାରୀ ମାନେ କହିଛନ୍ତି । [977,1542,1260,1568]
headline-khelo-india-2: ପେନକାକ୍ ସିଲାଟର ସଫଳତା [100,1503,304,1525]
paragraph: ଗ୍ରାମରେ ବର୍ତ୍ତମାନ ଶାନ୍ତି ରହିଛି । ପୋଲିସ ପିକେଟ ବସାଯାଇଛି । ଉଭୟ ଗୋଷ୍ଠୀଙ୍କୁ ଶାନ୍ତି ରଖିବାକୁ ଅନୁରୋଧ କରାଯାଇଛି । [1195,172,1356,229]
paragraph: ଘଟଣାକୁ ନେଇ ଅଞ୍ଚଳରେ ଉତ୍ତେଜନା ପ୍ରକାଶ ପାଇଛି । ଅଧ୍ୟକ୍ଷଙ୍କ କୁଶଳ ନେଇ ଜନପ୍ରତିନିଧି ଙ୍କ ଭିଡ଼ ଜମିଛି । [716,1326,832,1397]
registration-mark [739,2396,754,2404]
column-2 [205,1728,388,1843]
headline-youth-body: ରାସ୍ତା ପାର୍ଶ୍ୱରୁ ଯୁବକଙ୍କ ମୃତଦେହ ଉଦ୍ଧାର [35,500,154,559]
column-4 [603,136,724,486]
paragraph: ହାତବାସ୍, ୧୧ମା(ନି.ପ୍ର.) : ଗ୍ରାମ ଅଞ୍ଚଳର ଦୀର୍ଘ ଅପେକ୍ଷିତ ସୁଦରପାଲ–ସବା ରାସ୍ତା ନିର୍ମାଣ କାର୍ଯ୍ୟ ଅଧାରେ ପଡ଼ିରହିଛି । ନିର୍ଦ୍ଦିଷ୍ଟ ଅବଧି ସରିଯାଇଥିଲେ ମଧ୍ୟ କାମ ଶେଷ ହୋଇପାରି ନାହିଁ । [15,1017,107,1146]
paragraph: ଯାତ୍ରା ଶେଷରେ ମହାପ୍ରସାଦ ବଣ୍ଟନ କରାଯାଇଥିଲା । ସାଂସ୍କୃତିକ କାର୍ଯ୍ୟକ୍ରମ ମଧ୍ୟ ଅନୁଷ୍ଠିତ ହୋଇଥିଲା । [1379,1107,1523,1164]
paragraph: ସନ୍ଧ୍ୟାରେ ହରିହର ଭେଟ ଅନୁଷ୍ଠିତ ହୋଇଥିଲା । ଏହି ଦୃଶ୍ୟ ଦେଖିବା ପାଇଁ ହଜାର ହଜାର ଭକ୍ତ ଏକତ୍ରିତ ହୋଇଥିଲେ । [1122,1241,1373,1268]
column-2-with-photo [143,136,469,486]
paragraph: ଗୁରୁତର ଅବସ୍ଥାରେ ତାଙ୍କୁ ଜିଲ୍ଲା ମୁଖ୍ୟ ଚିକିତ୍ସାଳୟରେ ଭର୍ତ୍ତି କରାଯାଇଛି । [622,1147,709,1203]
paragraph: ପ୍ରାୟ ୧୨୦୦ ଅଧିକ ପ୍ରାର୍ଥୀ ଏହି ନିଯୁକ୍ତି ପାଇଁ ଅପେକ୍ଷା କରିଛନ୍ତି । ବହୁ ପ୍ରାର୍ଥୀଙ୍କ ବୟସ ସୀମା ଶେଷ ହେବାକୁ ବସିଲାଣି । [281,747,555,774]
story-hunka-yatra [972,981,1523,1457]
top-band [15,83,1523,486]
divider [15,1531,388,1532]
photo-caption: ଭାଗବତପୁର ମଣ୍ଡିରେ ଗଦା ହୋଇ ରହିଥିବା ଧାନ ବସ୍ତା [217,285,395,295]
paragraph: ଏହା ହତ୍ୟା ନା ଦୁର୍ଘଟଣା ତାହା ମୟନା ତଦନ୍ତ ରିପୋର୍ଟ ପରେ ଜଣାପଡ଼ିବ ବୋଲି ପୋଲିସ କହିଛି । ତଦନ୍ତ ଜାରି ରହିଛି । [15,903,174,944]
column-1 [1278,1666,1397,1913]
paragraph: ଶେଷରେ ଧନ୍ୟବାଦ ଅର୍ପଣ କରାଯାଇଥିଲା । [1404,1744,1523,1771]
column-2-with-photo [1122,1043,1373,1307]
column-2-with-photo [716,1039,832,1451]
registration-mark [754,2396,769,2404]
paragraph: ସଂସ୍ଥା ପ୍ରଶିକ୍ଷକ ମହାଶୟ, ଅନୁଷ୍ଠାନର ସଭାପତି, ସମ୍ପାଦକ ଓ ଅନ୍ୟାନ୍ୟ ପଦାଧିକାରୀ ଖେଳାଳିଙ୍କୁ ଅଭିନନ୍ଦନ ଜଣାଇଛନ୍ତି । [205,1729,388,1771]
photo-injured-treatment [909,124,1189,259]
